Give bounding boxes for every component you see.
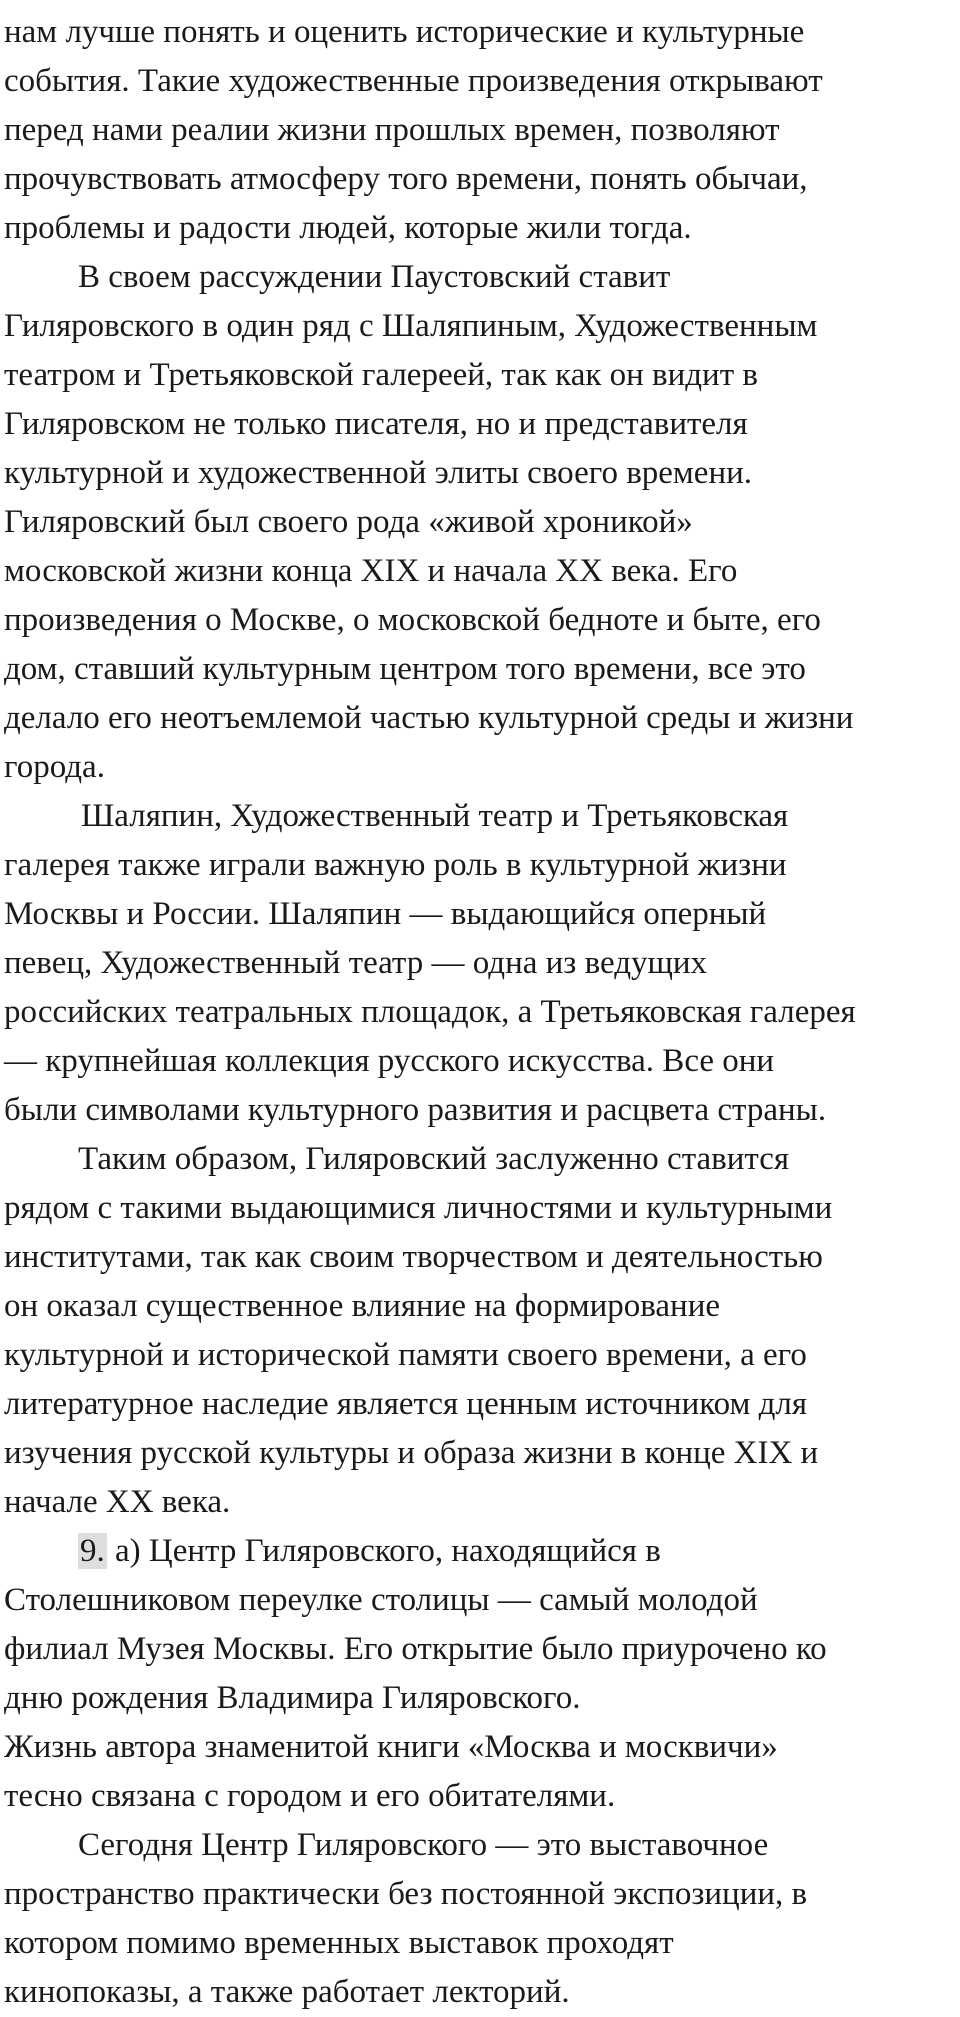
text-line: — крупнейшая коллекция русского искусства. Все они (4, 1043, 775, 1079)
text-line: изучения русской культуры и образа жизни в конце XIX и (4, 1435, 819, 1471)
text-line: рядом с такими выдающимися личностями и культурными (4, 1190, 833, 1226)
text-line: тесно связана с городом и его обитателями. (4, 1778, 616, 1814)
text-line: котором помимо временных выставок проходят (4, 1925, 674, 1961)
text-line: Жизнь автора знаменитой книги «Москва и москвичи» (4, 1729, 778, 1765)
text-line: культурной и исторической памяти своего времени, а его (4, 1337, 807, 1373)
task-number-badge: 9. (80, 1533, 105, 1569)
text-line: города. (4, 749, 105, 785)
text-line: были символами культурного развития и расцвета страны. (4, 1092, 827, 1128)
text-line: он оказал существенное влияние на формирование (4, 1288, 721, 1324)
text-line: Столешниковом переулке столицы — самый молодой (4, 1582, 758, 1618)
text-line: Москвы и России. Шаляпин — выдающийся оперный (4, 896, 767, 932)
text-line: прочувствовать атмосферу того времени, понять обычаи, (4, 161, 808, 197)
text-line: дом, ставший культурным центром того времени, все это (4, 651, 806, 687)
text-line: дню рождения Владимира Гиляровского. (4, 1680, 581, 1716)
text-line: филиал Музея Москвы. Его открытие было приурочено ко (4, 1631, 827, 1667)
text-line: начале XX века. (4, 1484, 231, 1520)
paragraph-start-line: Таким образом, Гиляровский заслуженно ставится (78, 1141, 790, 1177)
text-line: события. Такие художественные произведения открывают (4, 63, 823, 99)
text-line: проблемы и радости людей, которые жили тогда. (4, 210, 692, 246)
task-nine-line (4, 1527, 956, 1576)
text-line: Гиляровском не только писателя, но и представителя (4, 406, 748, 442)
paragraph-start-line: Шаляпин, Художественный театр и Третьяковская (81, 798, 789, 834)
paragraph-start-line: В своем рассуждении Паустовский ставит (78, 259, 671, 295)
text-line: перед нами реалии жизни прошлых времен, позволяют (4, 112, 780, 148)
text-line: пространство практически без постоянной экспозиции, в (4, 1876, 808, 1912)
text-line: галерея также играли важную роль в культурной жизни (4, 847, 787, 883)
text-line: культурной и художественной элиты своего времени. (4, 455, 753, 491)
document-text (4, 8, 956, 2017)
text-line: делало его неотъемлемой частью культурной среды и жизни (4, 700, 854, 736)
text-line: произведения о Москве, о московской бедноте и быте, его (4, 602, 821, 638)
text-line: литературное наследие является ценным источником для (4, 1386, 808, 1422)
text-line: кинопоказы, а также работает лекторий. (4, 1974, 570, 2010)
text-line: Гиляровского в один ряд с Шаляпиным, Художественным (4, 308, 818, 344)
paragraph-start-line: Сегодня Центр Гиляровского — это выставочное (78, 1827, 769, 1863)
text-line: нам лучше понять и оценить исторические и культурные (4, 14, 805, 50)
text-line: Гиляровский был своего рода «живой хроникой» (4, 504, 693, 540)
text-line: московской жизни конца XIX и начала XX века. Его (4, 553, 738, 589)
text-line: театром и Третьяковской галереей, так как он видит в (4, 357, 758, 393)
text-line: российских театральных площадок, а Третьяковская галерея (4, 994, 856, 1030)
text-line: институтами, так как своим творчеством и деятельностью (4, 1239, 823, 1275)
task-text: а) Центр Гиляровского, находящийся в (115, 1533, 661, 1569)
text-line: певец, Художественный театр — одна из ведущих (4, 945, 708, 981)
